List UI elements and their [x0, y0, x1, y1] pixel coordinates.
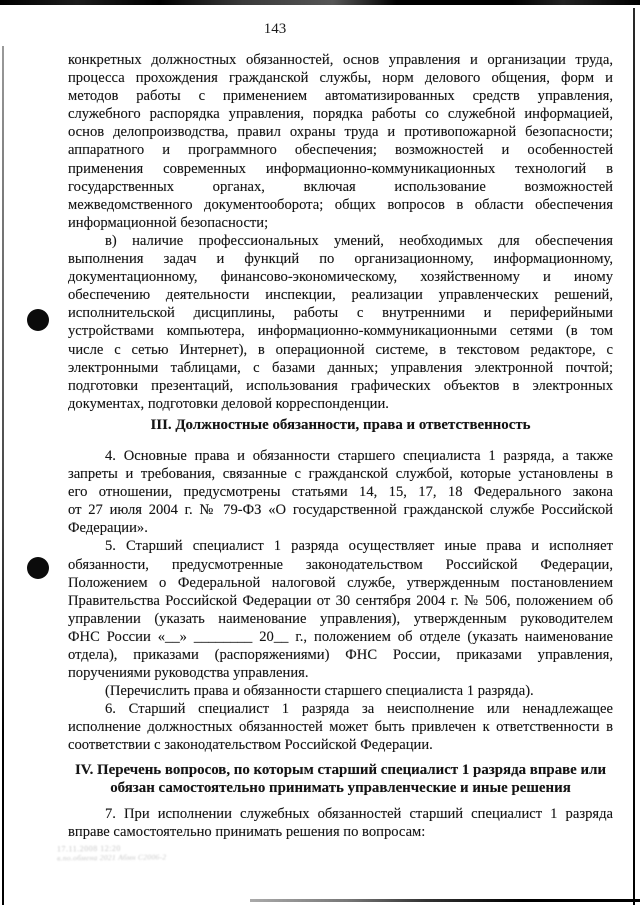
text-line: устройствами компьютера, информационно-коммуникационными сетями (в том — [68, 323, 613, 340]
paragraph-5 — [68, 537, 613, 682]
text-line: числе с сетью Интернет), в операционной системе, в текстовом редакторе, с — [68, 341, 613, 358]
continuation-paragraph — [68, 51, 613, 232]
text-line: обеспечению деятельности инспекции, реализации управленческих решений, — [68, 287, 613, 304]
scan-edge-right — [633, 8, 635, 905]
document-body — [68, 51, 613, 841]
text-line: Правительства Российской Федерации от 30 сентября 2004 г. № 506, положением об — [68, 592, 613, 609]
text-line: (Перечислить права и обязанности старшего специалиста 1 разряда). — [105, 683, 534, 700]
text-line: конкретных должностных обязанностей, основ управления и организации труда, — [68, 52, 613, 68]
scan-edge-top — [0, 0, 640, 5]
text-line: подготовки презентаций, использования графических объектов в электронных — [68, 377, 613, 394]
item-v-paragraph — [68, 232, 613, 413]
text-line: электронными таблицами, с базами данных; управления электронной почтой; — [68, 359, 613, 376]
text-line: 6. Старший специалист 1 разряда за неисполнение или ненадлежащее — [105, 701, 613, 718]
scan-edge-left — [2, 46, 4, 905]
text-line: Федерации». — [68, 520, 148, 537]
hole-punch-mark-upper — [27, 309, 49, 331]
text-line: аппаратного и программного обеспечения; возможностей и особенностей — [68, 142, 613, 159]
text-line: основ делопроизводства, правил охраны труда и противопожарной безопасности; — [68, 124, 613, 141]
section-3-heading — [68, 416, 613, 434]
text-line: поручениями руководства управления. — [68, 665, 309, 682]
text-line: в) наличие профессиональных умений, необходимых для обеспечения — [105, 232, 613, 249]
text-line: Положением о Федеральной налоговой службе, утвержденным постановлением — [68, 574, 613, 591]
text-line: его отношении, предусмотрены статьями 14, 15, 17, 18 Федерального закона — [68, 484, 613, 501]
text-line: документационному, финансово-экономическому, хозяйственному и иному — [68, 269, 613, 286]
paragraph-4 — [68, 447, 613, 537]
scan-edge-bottom — [250, 899, 640, 902]
text-line: выполнения задач и функций по организационному, информационному, — [68, 251, 613, 268]
text-line: служебного распорядка управления, порядка работы со служебной информацией, — [68, 106, 613, 123]
text-line: информационной безопасности; — [68, 214, 269, 231]
text-line: соответствии с законодательством Российской Федерации. — [68, 737, 433, 754]
text-line: процесса прохождения гражданской службы, норм делового общения, форм и — [68, 70, 613, 87]
text-line: государственных органах, включая использование возможностей — [68, 178, 613, 195]
page-number: 143 — [263, 21, 287, 37]
text-line: обязанности, предусмотренные законодательством Российской Федерации, — [68, 556, 613, 573]
section-4-heading — [68, 761, 613, 797]
text-line: от 27 июля 2004 г. № 79-ФЗ «О государственной гражданской службе Российской — [68, 502, 613, 519]
heading-line: обязан самостоятельно принимать управленческие и иные решения — [110, 779, 571, 796]
stamp-date-line: 17.11.2008 12:20 — [56, 843, 121, 854]
text-line: применения современных информационно-коммуникационных технологий в — [68, 160, 613, 177]
text-line: исполнение должностных обязанностей может быть привлечен к ответственности в — [68, 719, 613, 736]
text-line: методов работы с применением автоматизированных средств управления, — [68, 88, 613, 105]
stamp-ref-line: в.по.обмена 2021 Абмн С2006-2 — [57, 852, 167, 863]
hole-punch-mark-lower — [27, 557, 49, 579]
text-line: 5. Старший специалист 1 разряда осуществляет иные права и исполняет — [105, 538, 613, 555]
text-line: межведомственного документооборота; общих вопросов в области обеспечения — [68, 196, 613, 213]
text-line: документах, подготовки деловой корреспонденции. — [68, 395, 389, 412]
text-line: 7. При исполнении служебных обязанностей старший специалист 1 разряда — [105, 805, 613, 822]
paragraph-7 — [68, 805, 613, 841]
text-line: отдела), приказами (распоряжениями) ФНС России, приказами управления, — [68, 647, 613, 663]
text-line: управлении (указать наименование управления), утвержденным руководителем — [68, 610, 613, 627]
text-line: 4. Основные права и обязанности старшего специалиста 1 разряда, а также — [105, 447, 613, 464]
paragraph-6 — [68, 700, 613, 754]
text-line: исполнительской дисциплины, работы с внутренними и периферийными — [68, 305, 613, 322]
heading-line: III. Должностные обязанности, права и ответственность — [150, 416, 531, 433]
text-line: запреты и требования, связанные с гражданской службой, которые установлены в — [68, 466, 613, 483]
scan-footer-stamp — [57, 843, 166, 862]
heading-line: IV. Перечень вопросов, по которым старший специалист 1 разряда вправе или — [74, 761, 607, 778]
list-note-paragraph — [68, 682, 613, 700]
text-line: ФНС России «__» ________ 20__ г., положением об отделе (указать наименование — [68, 628, 613, 645]
text-line: вправе самостоятельно принимать решения по вопросам: — [68, 823, 426, 840]
